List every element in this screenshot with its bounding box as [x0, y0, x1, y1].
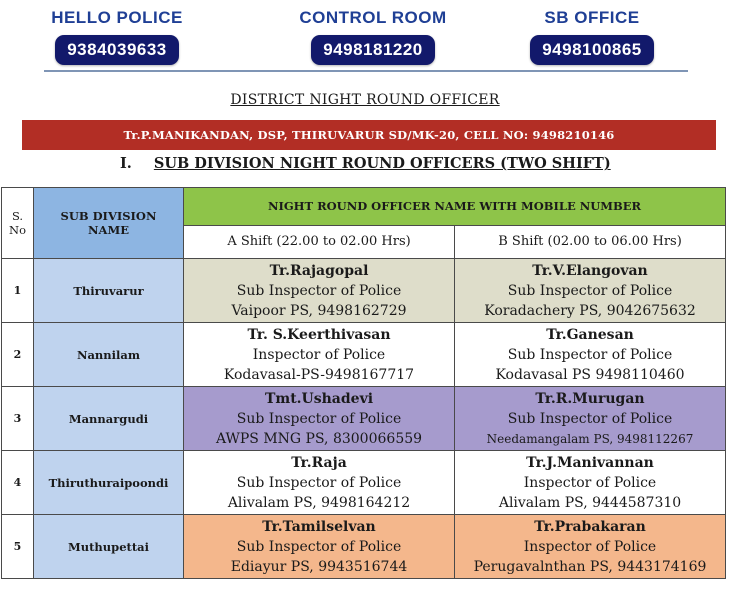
sb-office-number[interactable]: 9498100865 [530, 35, 654, 65]
officer-station: Koradachery PS, 9042675632 [484, 302, 696, 319]
officer-station: Kodavasal PS 9498110460 [495, 366, 685, 383]
table-row [2, 323, 726, 387]
row-sno: 4 [2, 451, 34, 515]
subdivision-name: Muthupettai [34, 515, 184, 579]
section-number: I. [120, 155, 132, 172]
hello-police-number[interactable]: 9384039633 [55, 35, 179, 65]
hello-police-label: HELLO POLICE [51, 8, 183, 27]
contact-header [0, 0, 730, 72]
hello-police-contact [38, 8, 196, 65]
officer-rank: Sub Inspector of Police [507, 346, 673, 363]
subdivision-header-line2: NAME [88, 223, 129, 237]
shift-a-officer [184, 515, 455, 579]
officer-name: Tmt.Ushadevi [264, 390, 374, 407]
night-round-table [1, 187, 726, 579]
table-row [2, 451, 726, 515]
officer-rank: Inspector of Police [252, 346, 386, 363]
officer-rank: Sub Inspector of Police [236, 282, 402, 299]
officer-name: Tr.V.Elangovan [532, 262, 648, 279]
shift-b-officer [455, 515, 726, 579]
shift-b-officer [455, 451, 726, 515]
row-sno: 2 [2, 323, 34, 387]
officer-rank: Sub Inspector of Police [507, 410, 673, 427]
subdivision-header [34, 188, 184, 259]
subdivision-name: Thiruthuraipoondi [34, 451, 184, 515]
sno-header [2, 188, 34, 259]
row-sno: 3 [2, 387, 34, 451]
shift-a-officer [184, 451, 455, 515]
officer-rank: Sub Inspector of Police [507, 282, 673, 299]
table-row [2, 515, 726, 579]
officer-station: Alivalam PS, 9498164212 [227, 494, 411, 511]
officer-rank: Sub Inspector of Police [236, 474, 402, 491]
officer-name: Tr.Raja [291, 454, 347, 471]
officer-station: Vaipoor PS, 9498162729 [231, 302, 407, 319]
shift-a-officer [184, 323, 455, 387]
officer-station: Perugavalnthan PS, 9443174169 [473, 558, 707, 575]
officer-name: Tr.Rajagopal [269, 262, 369, 279]
subdivision-name: Thiruvarur [34, 259, 184, 323]
table-row [2, 387, 726, 451]
subdivision-header-line1: SUB DIVISION [60, 209, 157, 223]
officer-name: Tr.Tamilselvan [262, 518, 376, 535]
officer-station: AWPS MNG PS, 8300066559 [215, 430, 423, 447]
subdivision-name: Mannargudi [34, 387, 184, 451]
shift-b-officer [455, 323, 726, 387]
sb-office-label: SB OFFICE [544, 8, 640, 27]
row-sno: 5 [2, 515, 34, 579]
section-title: SUB DIVISION NIGHT ROUND OFFICERS (TWO SHIFT) [153, 155, 611, 172]
officer-rank: Inspector of Police [523, 538, 657, 555]
officer-station: Needamangalam PS, 9498112267 [486, 431, 694, 446]
officer-name: Tr.J.Manivannan [526, 454, 654, 471]
shift-a-officer [184, 259, 455, 323]
sno-header-line2: No [9, 223, 26, 237]
control-room-contact [282, 8, 464, 65]
officer-name: Tr.Ganesan [546, 326, 634, 343]
sno-header-line1: S. [11, 209, 24, 223]
control-room-number[interactable]: 9498181220 [311, 35, 435, 65]
control-room-label: CONTROL ROOM [299, 8, 447, 27]
shift-b-header: B Shift (02.00 to 06.00 Hrs) [455, 225, 726, 258]
district-night-round-title: DISTRICT NIGHT ROUND OFFICER [230, 92, 500, 108]
officer-station: Kodavasal-PS-9498167717 [223, 366, 415, 383]
officer-name: Tr.Prabakaran [534, 518, 646, 535]
officer-station: Ediayur PS, 9943516744 [230, 558, 408, 575]
district-officer-banner: Tr.P.MANIKANDAN, DSP, THIRUVARUR SD/MK-20, CELL NO: 9498210146 [22, 120, 716, 150]
officer-name: Tr. S.Keerthivasan [247, 326, 391, 343]
officer-rank: Inspector of Police [523, 474, 657, 491]
shift-b-officer [455, 387, 726, 451]
shift-b-officer [455, 259, 726, 323]
shift-a-header: A Shift (22.00 to 02.00 Hrs) [184, 225, 455, 258]
sb-office-contact [522, 8, 662, 65]
officer-rank: Sub Inspector of Police [236, 538, 402, 555]
subdivision-name: Nannilam [34, 323, 184, 387]
officer-rank: Sub Inspector of Police [236, 410, 402, 427]
night-round-header: NIGHT ROUND OFFICER NAME WITH MOBILE NUMBER [184, 188, 726, 226]
header-divider [44, 70, 688, 72]
section-heading [120, 155, 611, 172]
table-row [2, 259, 726, 323]
officer-station: Alivalam PS, 9444587310 [498, 494, 682, 511]
row-sno: 1 [2, 259, 34, 323]
table-header-row [2, 188, 726, 226]
officer-name: Tr.R.Murugan [535, 390, 645, 407]
shift-a-officer [184, 387, 455, 451]
